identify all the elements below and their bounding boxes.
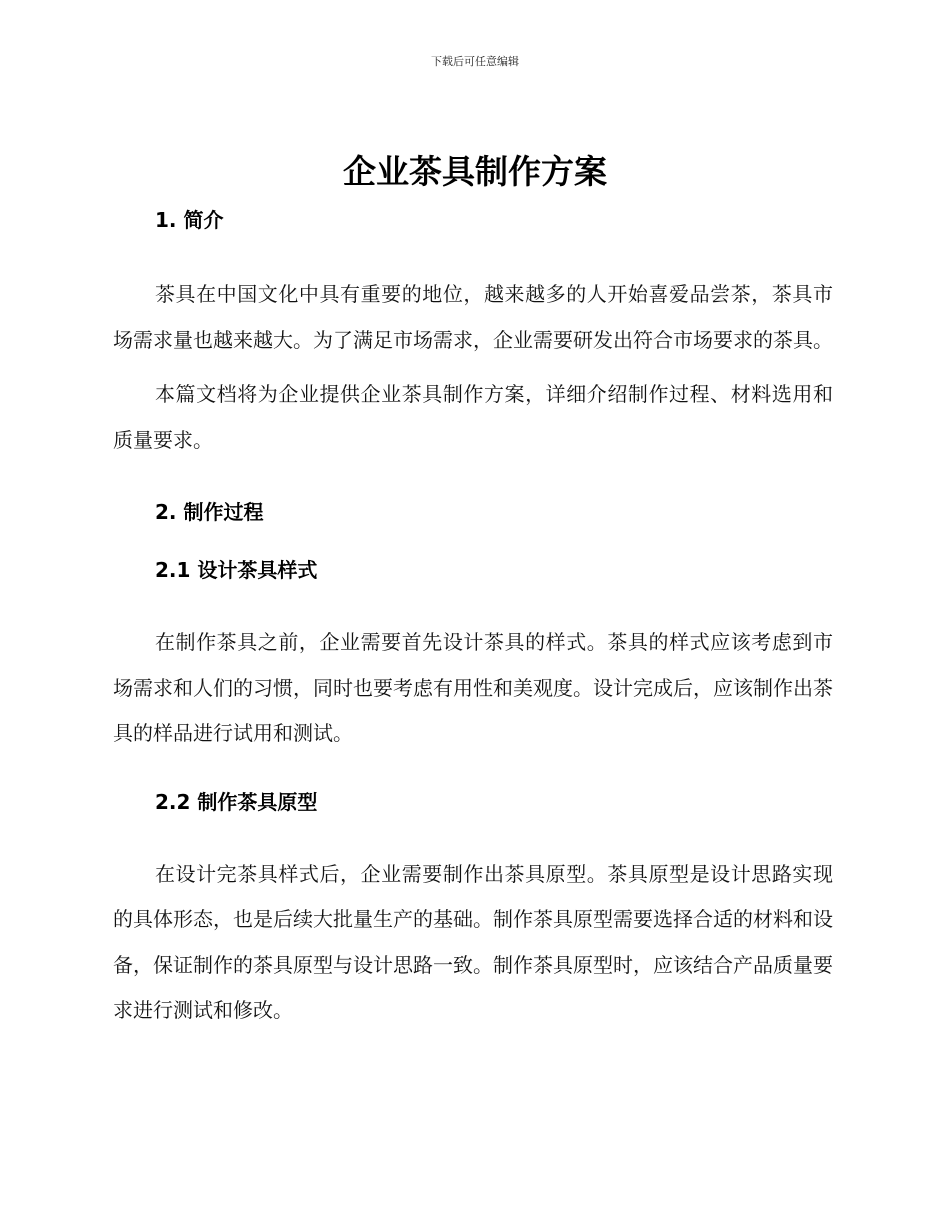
paragraph-design-1: 在制作茶具之前，企业需要首先设计茶具的样式。茶具的样式应该考虑到市场需求和人们的习惯，同时也要考虑有用性和美观度。设计完成后，应该制作出茶具的样品进行试用和测试。 bbox=[113, 630, 833, 745]
paragraph-prototype-1: 在设计完茶具样式后，企业需要制作出茶具原型。茶具原型是设计思路实现的具体形态，也是后续大批量生产的基础。制作茶具原型需要选择合适的材料和设备，保证制作的茶具原型与设计思路一致。制作茶具原型时，应该结合产品质量要求进行测试和修改。 bbox=[113, 861, 833, 1022]
subsection-heading-prototype: 2.2 制作茶具原型 bbox=[155, 789, 318, 814]
paragraph-intro-1: 茶具在中国文化中具有重要的地位，越来越多的人开始喜爱品尝茶，茶具市场需求量也越来越大。为了满足市场需求，企业需要研发出符合市场要求的茶具。 bbox=[113, 282, 833, 352]
section-heading-process: 2. 制作过程 bbox=[155, 500, 264, 524]
paragraph-intro-2: 本篇文档将为企业提供企业茶具制作方案，详细介绍制作过程、材料选用和质量要求。 bbox=[113, 382, 833, 452]
document-body bbox=[113, 205, 833, 1034]
header-note: 下载后可任意编辑 bbox=[431, 55, 519, 68]
subsection-heading-design: 2.1 设计茶具样式 bbox=[155, 558, 318, 582]
document-title: 企业茶具制作方案 bbox=[343, 152, 607, 191]
section-heading-intro: 1. 简介 bbox=[155, 208, 224, 232]
